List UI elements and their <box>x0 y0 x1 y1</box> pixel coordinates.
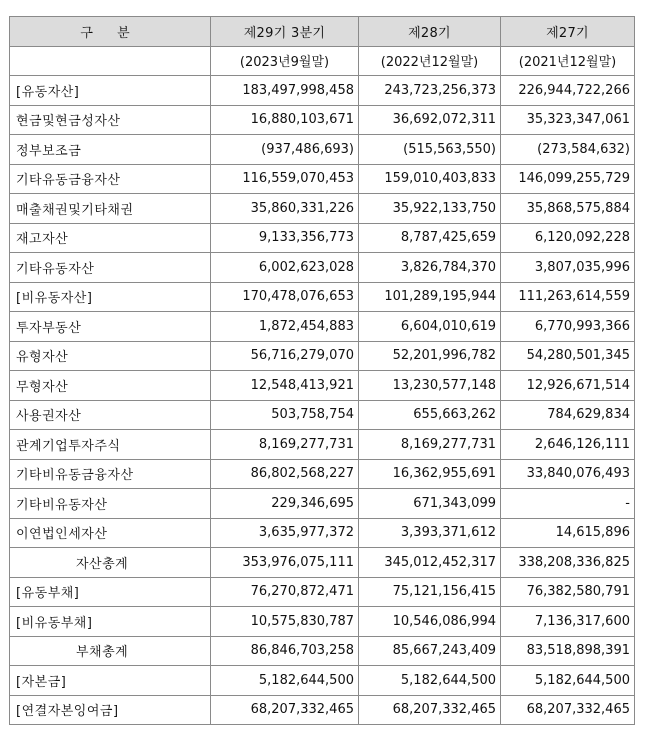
row-value-29: 353,976,075,111 <box>211 548 359 578</box>
table-row <box>10 135 635 165</box>
row-label: 자산총계 <box>10 548 211 578</box>
row-value-28: 3,826,784,370 <box>359 253 501 283</box>
table-row <box>10 607 635 637</box>
row-value-28: 3,393,371,612 <box>359 518 501 548</box>
table-row <box>10 164 635 194</box>
table-row <box>10 400 635 430</box>
row-label: 기타유동자산 <box>10 253 211 283</box>
row-label: 투자부동산 <box>10 312 211 342</box>
row-label: [연결자본잉여금] <box>10 695 211 725</box>
row-label: 기타비유동자산 <box>10 489 211 519</box>
row-value-27: 5,182,644,500 <box>501 666 635 696</box>
row-value-27: 7,136,317,600 <box>501 607 635 637</box>
row-value-27: 6,770,993,366 <box>501 312 635 342</box>
row-value-29: 3,635,977,372 <box>211 518 359 548</box>
row-label: 관계기업투자주식 <box>10 430 211 460</box>
row-value-29: 6,002,623,028 <box>211 253 359 283</box>
row-value-29: 1,872,454,883 <box>211 312 359 342</box>
row-value-28: 671,343,099 <box>359 489 501 519</box>
row-value-27: 35,868,575,884 <box>501 194 635 224</box>
row-value-29: 56,716,279,070 <box>211 341 359 371</box>
row-label: [비유동자산] <box>10 282 211 312</box>
row-label: [비유동부채] <box>10 607 211 637</box>
row-value-27: 3,807,035,996 <box>501 253 635 283</box>
table-row <box>10 489 635 519</box>
row-value-27: (273,584,632) <box>501 135 635 165</box>
table-row <box>10 253 635 283</box>
row-value-27: 146,099,255,729 <box>501 164 635 194</box>
row-value-28: 75,121,156,415 <box>359 577 501 607</box>
row-value-28: 5,182,644,500 <box>359 666 501 696</box>
table-row <box>10 194 635 224</box>
row-value-28: 8,169,277,731 <box>359 430 501 460</box>
table-row <box>10 666 635 696</box>
row-label: [유동자산] <box>10 76 211 106</box>
row-value-29: 503,758,754 <box>211 400 359 430</box>
table-row <box>10 341 635 371</box>
subheader-date-27: (2021년12월말) <box>501 46 635 76</box>
table-row <box>10 76 635 106</box>
table-row <box>10 105 635 135</box>
row-value-27: 35,323,347,061 <box>501 105 635 135</box>
table-row <box>10 636 635 666</box>
table-body <box>10 17 635 725</box>
row-value-28: 8,787,425,659 <box>359 223 501 253</box>
table-row <box>10 430 635 460</box>
row-value-29: 116,559,070,453 <box>211 164 359 194</box>
row-value-28: 6,604,010,619 <box>359 312 501 342</box>
row-label: [자본금] <box>10 666 211 696</box>
row-value-29: 5,182,644,500 <box>211 666 359 696</box>
subheader-row <box>10 46 635 76</box>
header-period-28: 제28기 <box>359 17 501 47</box>
row-value-27: - <box>501 489 635 519</box>
row-value-29: 10,575,830,787 <box>211 607 359 637</box>
row-value-29: 183,497,998,458 <box>211 76 359 106</box>
row-label: 재고자산 <box>10 223 211 253</box>
row-value-27: 12,926,671,514 <box>501 371 635 401</box>
table-row <box>10 223 635 253</box>
row-value-29: 170,478,076,653 <box>211 282 359 312</box>
row-value-29: 76,270,872,471 <box>211 577 359 607</box>
row-value-28: 35,922,133,750 <box>359 194 501 224</box>
table-row <box>10 312 635 342</box>
row-value-28: 101,289,195,944 <box>359 282 501 312</box>
row-value-29: 35,860,331,226 <box>211 194 359 224</box>
row-value-28: 13,230,577,148 <box>359 371 501 401</box>
row-label: 기타유동금융자산 <box>10 164 211 194</box>
row-value-29: 12,548,413,921 <box>211 371 359 401</box>
header-period-27: 제27기 <box>501 17 635 47</box>
row-label: 유형자산 <box>10 341 211 371</box>
row-value-27: 14,615,896 <box>501 518 635 548</box>
row-value-28: 159,010,403,833 <box>359 164 501 194</box>
row-value-28: 36,692,072,311 <box>359 105 501 135</box>
row-value-27: 111,263,614,559 <box>501 282 635 312</box>
subheader-date-29: (2023년9월말) <box>211 46 359 76</box>
subheader-blank <box>10 46 211 76</box>
row-value-27: 54,280,501,345 <box>501 341 635 371</box>
table-row <box>10 282 635 312</box>
header-category: 구 분 <box>10 17 211 47</box>
row-label: 이연법인세자산 <box>10 518 211 548</box>
row-value-27: 784,629,834 <box>501 400 635 430</box>
row-value-29: 86,846,703,258 <box>211 636 359 666</box>
row-value-29: 16,880,103,671 <box>211 105 359 135</box>
row-value-29: 229,346,695 <box>211 489 359 519</box>
row-value-28: 655,663,262 <box>359 400 501 430</box>
row-label: [유동부채] <box>10 577 211 607</box>
row-label: 정부보조금 <box>10 135 211 165</box>
financial-summary-table <box>9 16 635 725</box>
row-value-27: 338,208,336,825 <box>501 548 635 578</box>
table-row <box>10 371 635 401</box>
header-period-29: 제29기 3분기 <box>211 17 359 47</box>
row-value-29: 86,802,568,227 <box>211 459 359 489</box>
row-value-27: 6,120,092,228 <box>501 223 635 253</box>
row-value-28: 16,362,955,691 <box>359 459 501 489</box>
row-value-27: 33,840,076,493 <box>501 459 635 489</box>
row-label: 부채총계 <box>10 636 211 666</box>
row-value-27: 2,646,126,111 <box>501 430 635 460</box>
row-value-27: 226,944,722,266 <box>501 76 635 106</box>
row-value-29: 68,207,332,465 <box>211 695 359 725</box>
row-value-27: 83,518,898,391 <box>501 636 635 666</box>
table-row <box>10 459 635 489</box>
row-value-29: (937,486,693) <box>211 135 359 165</box>
table-row <box>10 577 635 607</box>
subheader-date-28: (2022년12월말) <box>359 46 501 76</box>
row-value-28: (515,563,550) <box>359 135 501 165</box>
row-label: 사용권자산 <box>10 400 211 430</box>
table-row <box>10 548 635 578</box>
row-value-28: 10,546,086,994 <box>359 607 501 637</box>
table-row <box>10 518 635 548</box>
row-value-29: 9,133,356,773 <box>211 223 359 253</box>
row-label: 매출채권및기타채권 <box>10 194 211 224</box>
row-value-29: 8,169,277,731 <box>211 430 359 460</box>
header-row <box>10 17 635 47</box>
row-label: 무형자산 <box>10 371 211 401</box>
row-value-28: 68,207,332,465 <box>359 695 501 725</box>
row-label: 기타비유동금융자산 <box>10 459 211 489</box>
row-value-28: 345,012,452,317 <box>359 548 501 578</box>
table-row <box>10 695 635 725</box>
row-value-27: 76,382,580,791 <box>501 577 635 607</box>
row-value-28: 85,667,243,409 <box>359 636 501 666</box>
row-value-28: 52,201,996,782 <box>359 341 501 371</box>
row-label: 현금및현금성자산 <box>10 105 211 135</box>
row-value-27: 68,207,332,465 <box>501 695 635 725</box>
row-value-28: 243,723,256,373 <box>359 76 501 106</box>
